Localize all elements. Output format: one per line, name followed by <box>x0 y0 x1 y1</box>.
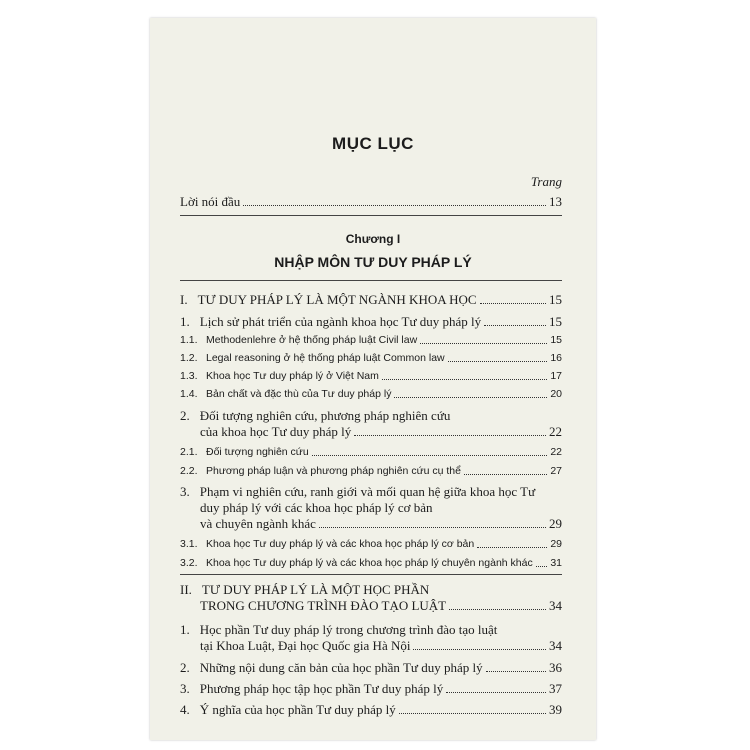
toc-row-1-1-4[interactable] <box>180 386 562 402</box>
dot-leader <box>536 566 548 567</box>
toc-row-1-1[interactable] <box>180 314 562 330</box>
toc-row-number: 2. <box>180 660 190 675</box>
toc-row-2-3[interactable] <box>180 681 562 697</box>
toc-row-1-1-1[interactable] <box>180 332 562 348</box>
toc-row-text: Đối tượng nghiên cứu <box>206 446 309 458</box>
toc-row-2-1-cont[interactable] <box>200 638 562 654</box>
toc-row-text: Khoa học Tư duy pháp lý và các khoa học pháp lý cơ bản <box>206 538 475 550</box>
toc-row-section-2-cont[interactable] <box>200 598 562 614</box>
toc-row-1-2[interactable] <box>180 408 562 424</box>
toc-row-1-3-cont[interactable] <box>200 516 562 532</box>
toc-row-number: 1.1. <box>180 334 198 346</box>
page-title: MỤC LỤC <box>332 134 414 153</box>
toc-row-text: và chuyên ngành khác <box>200 516 316 531</box>
toc-row-2-2[interactable] <box>180 660 562 676</box>
toc-row-page: 22 <box>550 446 562 458</box>
toc-row-text: Lời nói đầu <box>180 194 241 209</box>
toc-row-page: 36 <box>549 660 562 675</box>
toc-row-page: 17 <box>550 370 562 382</box>
toc-row-number: 4. <box>180 702 190 717</box>
toc-row-number: 2.2. <box>180 465 198 477</box>
toc-row-text: Ý nghĩa của học phần Tư duy pháp lý <box>199 702 396 717</box>
dot-leader <box>312 455 548 456</box>
toc-row-2-4[interactable] <box>180 702 562 718</box>
toc-row-1-3[interactable] <box>180 484 562 500</box>
toc-row-text: Những nội dung căn bản của học phần Tư duy pháp lý <box>199 660 483 675</box>
dot-leader <box>243 205 546 206</box>
toc-row-text: TƯ DUY PHÁP LÝ LÀ MỘT HỌC PHẦN <box>201 582 430 597</box>
toc-row-text: Phương pháp luận và phương pháp nghiên cứu cụ thể <box>206 465 461 477</box>
dot-leader <box>477 547 547 548</box>
toc-row-1-2-cont[interactable] <box>200 424 562 440</box>
chapter-title: NHẬP MÔN TƯ DUY PHÁP LÝ <box>274 254 472 270</box>
toc-row-page: 31 <box>550 557 562 569</box>
toc-row-1-1-3[interactable] <box>180 368 562 384</box>
toc-row-page: 34 <box>549 598 562 613</box>
toc-row-1-2-2[interactable] <box>180 463 562 479</box>
toc-row-number: 3. <box>180 681 190 696</box>
toc-row-text: Phạm vi nghiên cứu, ranh giới và mối quan hệ giữa khoa học Tư <box>199 484 536 499</box>
toc-row-number: 1.3. <box>180 370 198 382</box>
toc-row-text: Bản chất và đặc thù của Tư duy pháp lý <box>206 388 392 400</box>
toc-row-page: 29 <box>550 538 562 550</box>
dot-leader <box>319 527 546 528</box>
dot-leader <box>399 713 546 714</box>
dot-leader <box>413 649 546 650</box>
toc-row-section-1[interactable] <box>180 292 562 308</box>
toc-row-2-1[interactable] <box>180 622 562 638</box>
toc-row-1-3-2[interactable] <box>180 555 562 571</box>
toc-row-page: 15 <box>549 292 562 307</box>
toc-row-1-2-1[interactable] <box>180 444 562 460</box>
toc-row-page: 27 <box>550 465 562 477</box>
toc-row-number: 2. <box>180 408 190 423</box>
toc-row-text: của khoa học Tư duy pháp lý <box>200 424 352 439</box>
dot-leader <box>464 474 547 475</box>
toc-row-text: Methodenlehre ở hệ thống pháp luật Civil law <box>206 334 418 346</box>
divider <box>180 574 562 575</box>
chapter-number: Chương I <box>345 232 401 246</box>
toc-row-text: Đối tượng nghiên cứu, phương pháp nghiên cứu <box>199 408 451 423</box>
toc-row-number: I. <box>180 292 188 307</box>
dot-leader <box>448 361 548 362</box>
dot-leader <box>449 609 546 610</box>
dot-leader <box>394 397 547 398</box>
toc-row-page: 29 <box>549 516 562 531</box>
toc-row-page: 15 <box>549 314 562 329</box>
toc-row-page: 22 <box>549 424 562 439</box>
toc-row-text: Khoa học Tư duy pháp lý và các khoa học pháp lý chuyên ngành khác <box>206 557 533 569</box>
toc-row-text: Khoa học Tư duy pháp lý ở Việt Nam <box>206 370 379 382</box>
dot-leader <box>354 435 546 436</box>
toc-row-number: 2.1. <box>180 446 198 458</box>
toc-row-text: Học phần Tư duy pháp lý trong chương trình đào tạo luật <box>199 622 498 637</box>
toc-row-page: 20 <box>550 388 562 400</box>
dot-leader <box>486 671 546 672</box>
toc-row-1-1-2[interactable] <box>180 350 562 366</box>
dot-leader <box>446 692 546 693</box>
toc-row-text-continued: duy pháp lý với các khoa học pháp lý cơ bản <box>200 500 433 515</box>
toc-row-text: Legal reasoning ở hệ thống pháp luật Common law <box>206 352 445 364</box>
toc-row-page: 34 <box>549 638 562 653</box>
book-page <box>150 18 596 740</box>
toc-row-number: 3.1. <box>180 538 198 550</box>
toc-row-text: TƯ DUY PHÁP LÝ LÀ MỘT NGÀNH KHOA HỌC <box>197 292 477 307</box>
dot-leader <box>420 343 547 344</box>
toc-row-number: 1.4. <box>180 388 198 400</box>
toc-row-number: 3. <box>180 484 190 499</box>
toc-row-page: 16 <box>550 352 562 364</box>
page-column-label: Trang <box>530 174 562 189</box>
divider <box>180 215 562 216</box>
divider <box>180 280 562 281</box>
toc-row-page: 13 <box>549 194 562 209</box>
toc-row-number: 3.2. <box>180 557 198 569</box>
dot-leader <box>480 303 546 304</box>
dot-leader <box>382 379 547 380</box>
toc-row-page: 37 <box>549 681 562 696</box>
toc-row-number: 1. <box>180 314 190 329</box>
toc-row-text: tại Khoa Luật, Đại học Quốc gia Hà Nội <box>200 638 411 653</box>
toc-row-text: Lịch sử phát triển của ngành khoa học Tư duy pháp lý <box>199 314 482 329</box>
toc-row-number: 1. <box>180 622 190 637</box>
toc-row-number: II. <box>180 582 192 597</box>
toc-row-1-3-1[interactable] <box>180 536 562 552</box>
toc-row-page: 39 <box>549 702 562 717</box>
toc-row-text: TRONG CHƯƠNG TRÌNH ĐÀO TẠO LUẬT <box>200 598 447 613</box>
toc-row-page: 15 <box>550 334 562 346</box>
dot-leader <box>484 325 546 326</box>
toc-row-section-2[interactable] <box>180 582 562 598</box>
toc-row-text: Phương pháp học tập học phần Tư duy pháp lý <box>199 681 444 696</box>
toc-row-preface[interactable] <box>180 194 562 210</box>
toc-row-number: 1.2. <box>180 352 198 364</box>
